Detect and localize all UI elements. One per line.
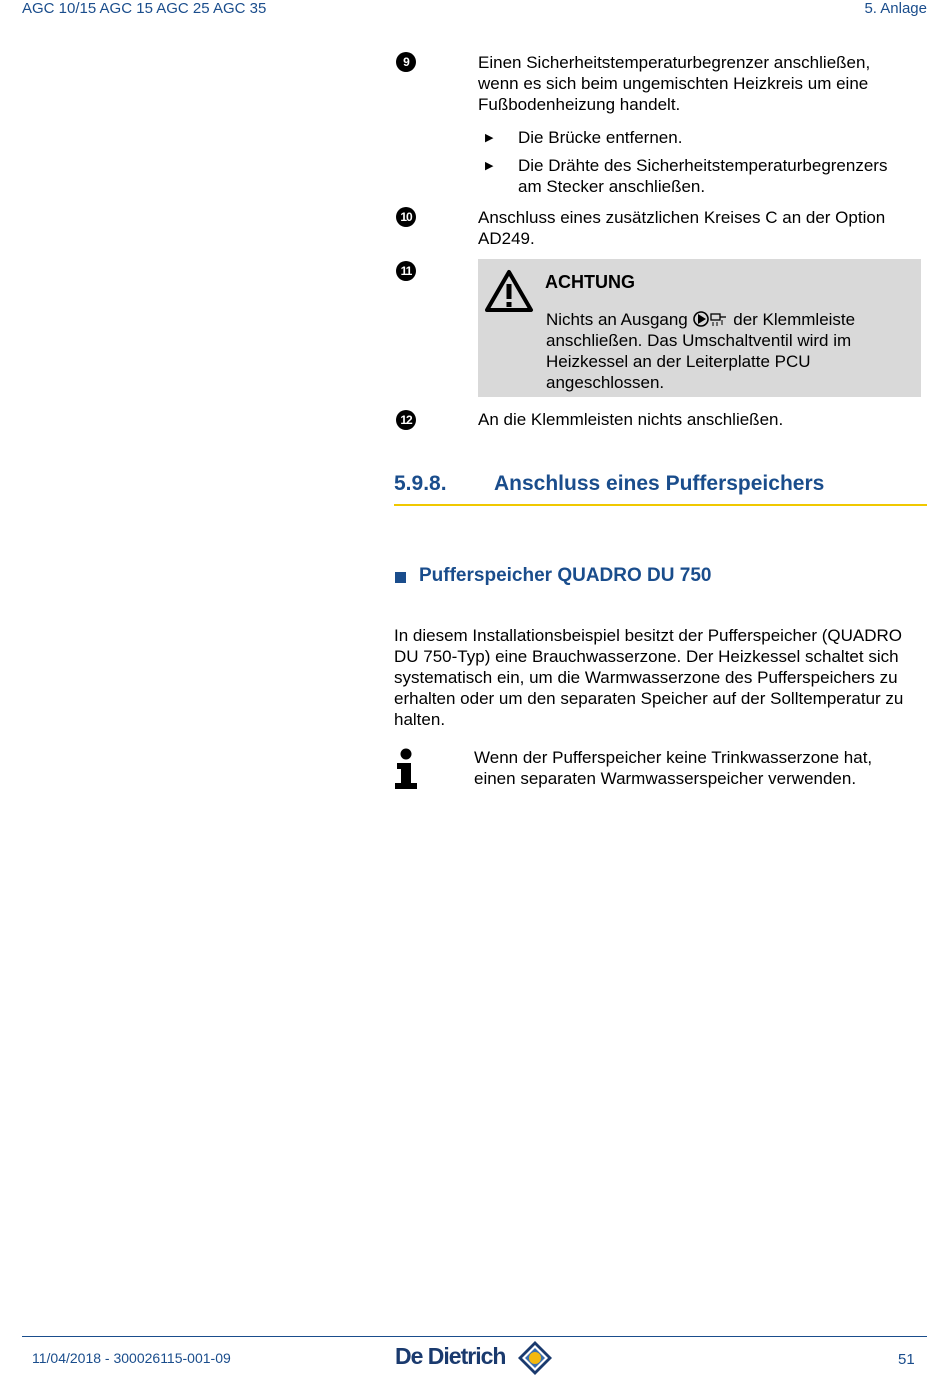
item-10-line-1: Anschluss eines zusätzlichen Kreises C an der Option (478, 208, 886, 227)
warning-title: ACHTUNG (545, 272, 635, 292)
page-number: 51 (898, 1351, 915, 1368)
footer-rule (22, 1336, 927, 1337)
paragraph-line-2: DU 750-Typ) eine Brauchwasserzone. Der Heizkessel schaltet sich (394, 647, 899, 666)
item-10-text (478, 207, 885, 249)
square-bullet-icon (395, 572, 406, 583)
subsection-title: Pufferspeicher QUADRO DU 750 (419, 565, 712, 586)
warning-line-1b: der Klemmleiste (733, 310, 856, 329)
warning-line-4: angeschlossen. (546, 373, 665, 392)
bullet-arrow-icon: ▶ (485, 132, 494, 144)
bullet-2-text (518, 155, 887, 197)
brand-logo-text: De Dietrich (395, 1343, 506, 1369)
bullet-arrow-icon: ▶ (485, 160, 494, 172)
item-10-line-2: AD249. (478, 229, 535, 248)
section-rule (394, 504, 927, 506)
item-number-10: 10 (396, 207, 416, 227)
section-number: 5.9.8. (394, 472, 447, 495)
item-9-line-1: Einen Sicherheitstemperaturbegrenzer anschließen, (478, 53, 871, 72)
paragraph-line-1: In diesem Installationsbeispiel besitzt der Pufferspeicher (QUADRO (394, 626, 903, 645)
bullet-2-line-2: am Stecker anschließen. (518, 177, 706, 196)
item-number-11: 11 (396, 261, 416, 281)
body-paragraph (394, 625, 903, 730)
warning-box (478, 259, 921, 397)
warning-line-2: anschließen. Das Umschaltventil wird im (546, 331, 852, 350)
paragraph-line-5: halten. (394, 710, 446, 729)
pump-output-icon (693, 311, 729, 327)
warning-text (546, 309, 855, 393)
section-title: Anschluss eines Pufferspeichers (494, 472, 825, 495)
info-text (474, 747, 872, 789)
paragraph-line-4: erhalten oder um den separaten Speicher auf der Solltemperatur zu (394, 689, 904, 708)
bullet-2-line-1: Die Drähte des Sicherheitstemperaturbegrenzers (518, 156, 888, 175)
item-9-line-2: wenn es sich beim ungemischten Heizkreis um eine (478, 74, 869, 93)
item-9-text (478, 52, 870, 115)
info-icon (394, 748, 420, 790)
footer-doc-id: 11/04/2018 - 300026115-001-09 (32, 1350, 231, 1366)
item-12-text: An die Klemmleisten nichts anschließen. (478, 410, 784, 429)
bullet-1-text: Die Brücke entfernen. (518, 128, 683, 147)
item-number-9: 9 (396, 52, 416, 72)
paragraph-line-3: systematisch ein, um die Warmwasserzone des Pufferspeichers zu (394, 668, 898, 687)
warning-line-3: Heizkessel an der Leiterplatte PCU (546, 352, 811, 371)
warning-line-1 (546, 309, 855, 330)
warning-line-1a: Nichts an Ausgang (546, 310, 688, 329)
brand-logo-icon (517, 1340, 553, 1376)
info-line-2: einen separaten Warmwasserspeicher verwenden. (474, 769, 857, 788)
warning-triangle-icon (484, 269, 534, 313)
header-doc-title: AGC 10/15 AGC 15 AGC 25 AGC 35 (22, 0, 267, 17)
item-9-line-3: Fußbodenheizung handelt. (478, 95, 681, 114)
header-chapter: 5. Anlage (864, 0, 927, 17)
info-line-1: Wenn der Pufferspeicher keine Trinkwasserzone hat, (474, 748, 873, 767)
item-number-12: 12 (396, 410, 416, 430)
